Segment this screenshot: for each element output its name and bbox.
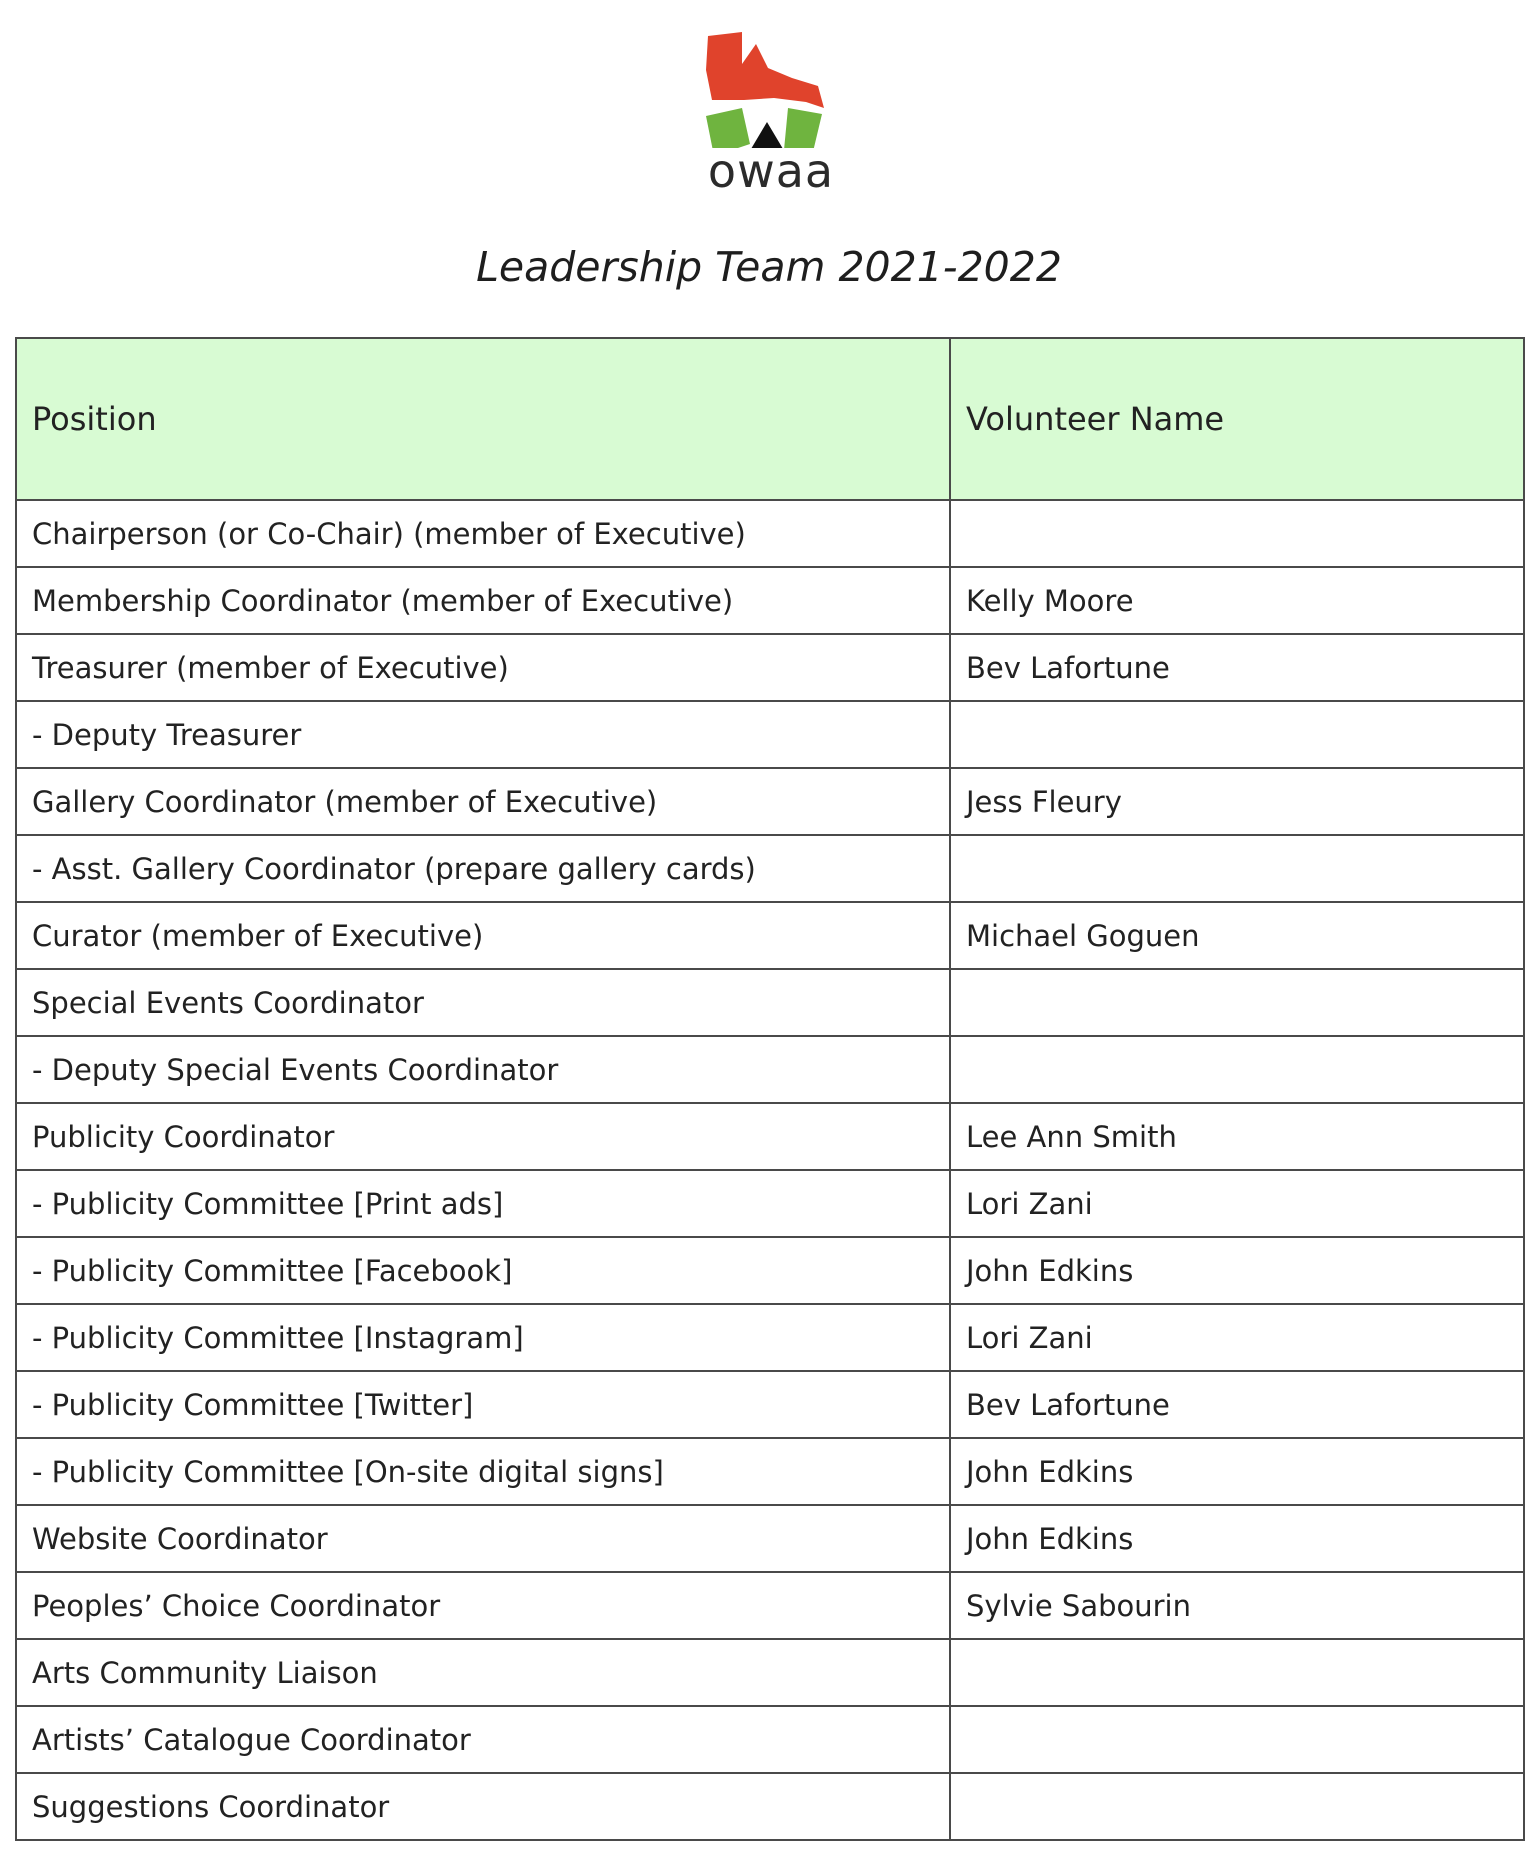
volunteer-cell <box>950 835 1524 902</box>
table-row <box>16 1304 1524 1371</box>
position-cell: Peoples’ Choice Coordinator <box>16 1572 950 1639</box>
document-title: Leadership Team 2021-2022 <box>476 243 1062 291</box>
table-row <box>16 1572 1524 1639</box>
owaa-logo-mark <box>698 28 844 148</box>
table-row <box>16 969 1524 1036</box>
position-cell: - Asst. Gallery Coordinator (prepare gallery cards) <box>16 835 950 902</box>
volunteer-cell: Bev Lafortune <box>950 634 1524 701</box>
position-cell: - Publicity Committee [Twitter] <box>16 1371 950 1438</box>
volunteer-cell: John Edkins <box>950 1237 1524 1304</box>
volunteer-cell <box>950 1706 1524 1773</box>
table-row <box>16 1371 1524 1438</box>
table-row <box>16 1237 1524 1304</box>
position-cell: - Publicity Committee [On-site digital signs] <box>16 1438 950 1505</box>
position-cell: Membership Coordinator (member of Executive) <box>16 567 950 634</box>
position-cell: Website Coordinator <box>16 1505 950 1572</box>
logo-wordmark: owaa <box>707 144 835 198</box>
position-cell: Chairperson (or Co-Chair) (member of Executive) <box>16 500 950 567</box>
leadership-table <box>15 337 1525 1841</box>
column-header-position: Position <box>16 338 950 500</box>
column-header-volunteer-name: Volunteer Name <box>950 338 1524 500</box>
table-row <box>16 567 1524 634</box>
table-row <box>16 835 1524 902</box>
position-cell: - Publicity Committee [Instagram] <box>16 1304 950 1371</box>
position-cell: Gallery Coordinator (member of Executive) <box>16 768 950 835</box>
table-row <box>16 634 1524 701</box>
table-header-row <box>16 338 1524 500</box>
position-cell: Treasurer (member of Executive) <box>16 634 950 701</box>
table-row <box>16 500 1524 567</box>
table-row <box>16 701 1524 768</box>
volunteer-cell: John Edkins <box>950 1505 1524 1572</box>
table-row <box>16 1639 1524 1706</box>
position-cell: - Publicity Committee [Print ads] <box>16 1170 950 1237</box>
table-row <box>16 902 1524 969</box>
table-row <box>16 1505 1524 1572</box>
position-cell: - Publicity Committee [Facebook] <box>16 1237 950 1304</box>
position-cell: - Deputy Treasurer <box>16 701 950 768</box>
table-row <box>16 1103 1524 1170</box>
volunteer-cell: Michael Goguen <box>950 902 1524 969</box>
owaa-logo <box>698 28 844 198</box>
table-row <box>16 768 1524 835</box>
position-cell: Curator (member of Executive) <box>16 902 950 969</box>
volunteer-cell: Lee Ann Smith <box>950 1103 1524 1170</box>
table-row <box>16 1773 1524 1840</box>
volunteer-cell: John Edkins <box>950 1438 1524 1505</box>
volunteer-cell <box>950 1036 1524 1103</box>
volunteer-cell: Lori Zani <box>950 1304 1524 1371</box>
table-row <box>16 1706 1524 1773</box>
volunteer-cell: Jess Fleury <box>950 768 1524 835</box>
table-row <box>16 1438 1524 1505</box>
position-cell: - Deputy Special Events Coordinator <box>16 1036 950 1103</box>
volunteer-cell: Bev Lafortune <box>950 1371 1524 1438</box>
volunteer-cell <box>950 969 1524 1036</box>
volunteer-cell: Kelly Moore <box>950 567 1524 634</box>
volunteer-cell: Lori Zani <box>950 1170 1524 1237</box>
position-cell: Artists’ Catalogue Coordinator <box>16 1706 950 1773</box>
volunteer-cell: Sylvie Sabourin <box>950 1572 1524 1639</box>
volunteer-cell <box>950 500 1524 567</box>
table-row <box>16 1170 1524 1237</box>
table-row <box>16 1036 1524 1103</box>
volunteer-cell <box>950 1773 1524 1840</box>
position-cell: Special Events Coordinator <box>16 969 950 1036</box>
volunteer-cell <box>950 1639 1524 1706</box>
position-cell: Arts Community Liaison <box>16 1639 950 1706</box>
position-cell: Suggestions Coordinator <box>16 1773 950 1840</box>
position-cell: Publicity Coordinator <box>16 1103 950 1170</box>
volunteer-cell <box>950 701 1524 768</box>
